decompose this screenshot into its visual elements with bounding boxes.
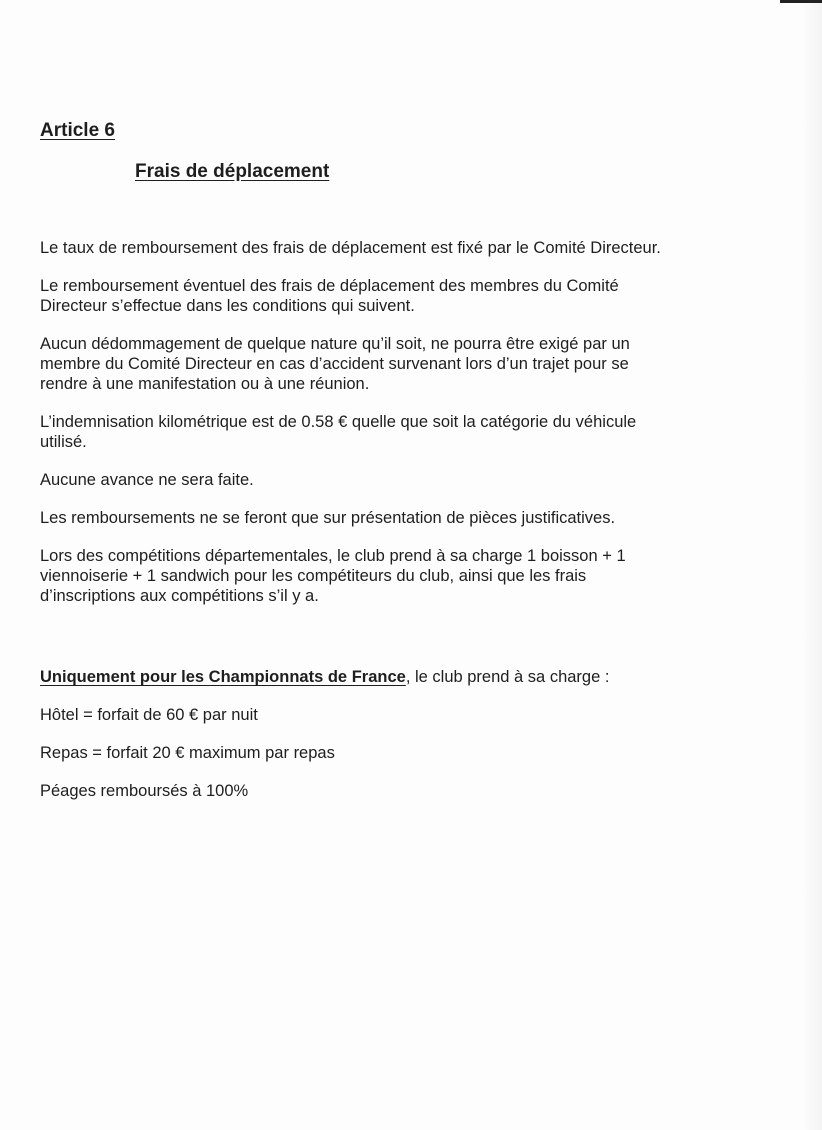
paragraph-receipts <box>40 508 770 528</box>
paragraph-line: rendre à une manifestation ou à une réunion. <box>40 375 370 393</box>
paragraph-line: utilisé. <box>40 433 87 451</box>
paragraph-no-advance <box>40 470 770 490</box>
article-number-heading: Article 6 <box>40 120 115 141</box>
paragraph-line: Aucune avance ne sera faite. <box>40 471 254 489</box>
article-body <box>40 238 770 624</box>
paragraph-line: Le taux de remboursement des frais de déplacement est fixé par le Comité Directeur. <box>40 239 661 257</box>
paragraph-line: Lors des compétitions départementales, le club prend à sa charge 1 boisson + 1 <box>40 547 626 565</box>
championships-section <box>40 667 770 819</box>
championships-lead-bold: Uniquement pour les Championnats de France <box>40 668 406 686</box>
paragraph-mileage <box>40 412 770 452</box>
article-title-heading: Frais de déplacement <box>135 161 330 182</box>
paragraph-line: viennoiserie + 1 sandwich pour les compétiteurs du club, ainsi que les frais <box>40 567 587 585</box>
paragraph-departmental <box>40 546 770 606</box>
paragraph-committee-reimbursement <box>40 276 770 316</box>
paragraph-line: Aucun dédommagement de quelque nature qu’il soit, ne pourra être exigé par un <box>40 335 630 353</box>
championships-item-meals: Repas = forfait 20 € maximum par repas <box>40 744 335 762</box>
championships-lead <box>40 667 770 687</box>
paragraph-line: Les remboursements ne se feront que sur présentation de pièces justificatives. <box>40 509 616 527</box>
paragraph-no-compensation <box>40 334 770 394</box>
top-edge-mark <box>780 0 822 3</box>
paragraph-line: L’indemnisation kilométrique est de 0.58 € quelle que soit la catégorie du véhicule <box>40 413 637 431</box>
paragraph-line: d’inscriptions aux compétitions s’il y a. <box>40 587 319 605</box>
championships-item-hotel: Hôtel = forfait de 60 € par nuit <box>40 706 258 724</box>
page-edge-shadow <box>802 0 822 1130</box>
paragraph-line: Directeur s’effectue dans les conditions qui suivent. <box>40 297 415 315</box>
championships-item-tolls: Péages remboursés à 100% <box>40 782 249 800</box>
championships-lead-rest: , le club prend à sa charge : <box>405 668 610 686</box>
paragraph-rate <box>40 238 770 258</box>
paragraph-line: Le remboursement éventuel des frais de déplacement des membres du Comité <box>40 277 619 295</box>
paragraph-line: membre du Comité Directeur en cas d’accident survenant lors d’un trajet pour se <box>40 355 629 373</box>
